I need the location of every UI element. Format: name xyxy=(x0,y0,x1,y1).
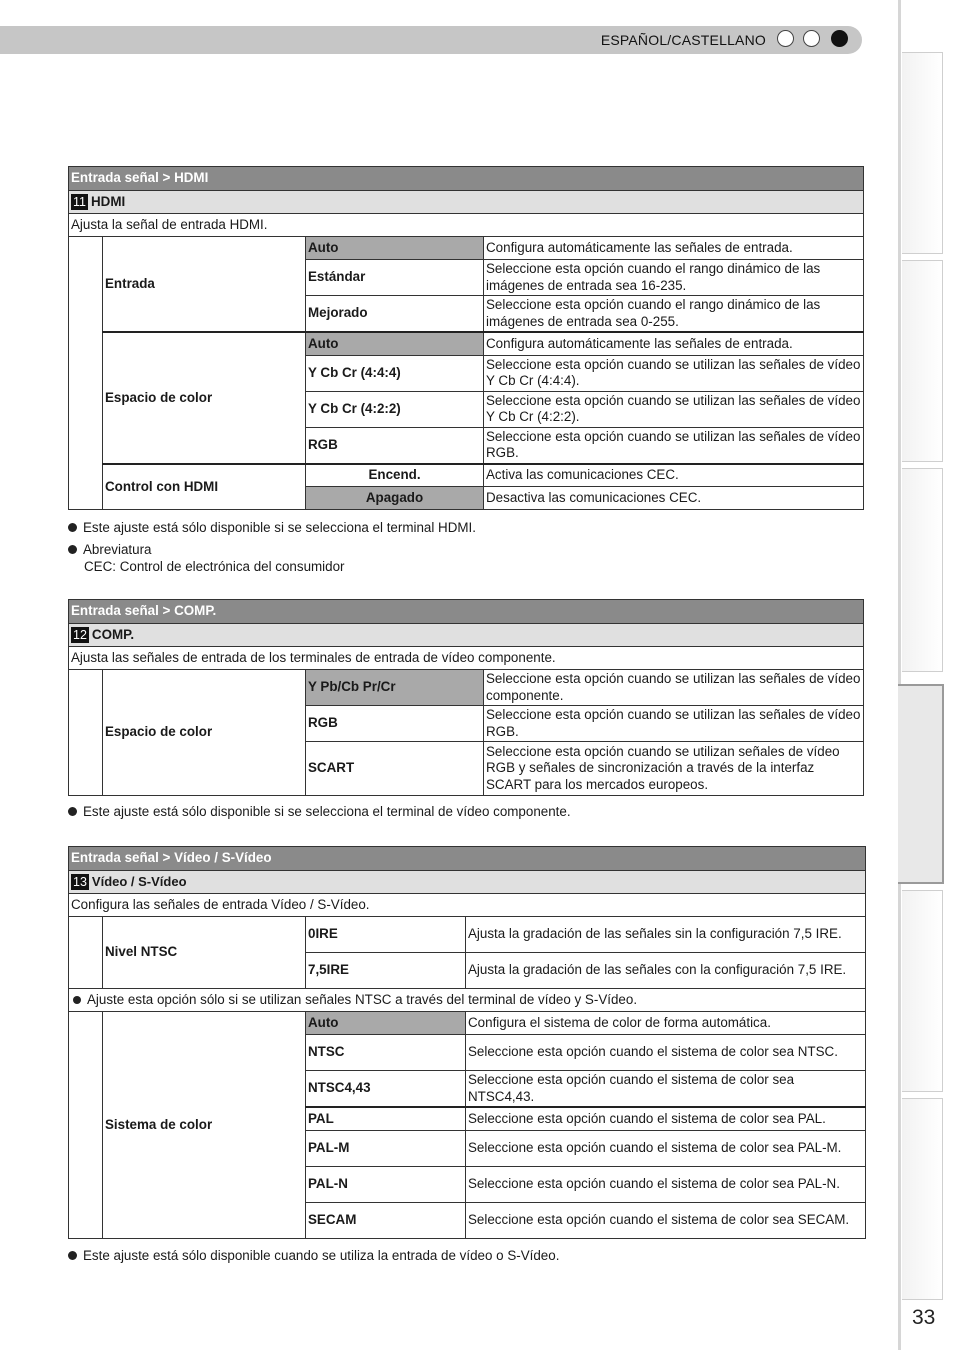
option-name: Y Cb Cr (4:2:2) xyxy=(306,391,484,427)
video-subtitle-label: Vídeo / S-Vídeo xyxy=(91,873,187,889)
comp-subtitle-label: COMP. xyxy=(91,626,135,642)
option-desc: Seleccione esta opción cuando el sistema de color sea PAL-N. xyxy=(466,1166,866,1202)
option-name: Encend. xyxy=(306,464,484,487)
video-table xyxy=(68,846,866,1239)
bullet-icon xyxy=(68,1251,77,1260)
comp-section xyxy=(68,599,864,796)
bullet-icon xyxy=(73,996,81,1004)
language-indicator-empty-icon xyxy=(777,30,794,47)
side-tab-2[interactable] xyxy=(902,260,943,462)
item-number-badge: 13 xyxy=(73,874,87,889)
item-number-badge: 11 xyxy=(73,194,86,209)
hdmi-description: Ajusta la señal de entrada HDMI. xyxy=(69,214,864,237)
video-section-title: Entrada señal > Vídeo / S-Vídeo xyxy=(69,847,866,871)
option-name: 0IRE xyxy=(306,917,466,953)
indent-cell xyxy=(69,237,103,510)
page-number: 33 xyxy=(912,1306,936,1329)
side-tab-strip xyxy=(898,0,954,1350)
hdmi-section-title: Entrada señal > HDMI xyxy=(69,167,864,191)
side-tab-3[interactable] xyxy=(902,468,943,672)
hdmi-note-1 xyxy=(68,520,476,537)
option-name: RGB xyxy=(306,706,484,742)
espacio-label: Espacio de color xyxy=(103,332,306,464)
option-name-selected: Auto xyxy=(306,1012,466,1035)
option-desc: Seleccione esta opción cuando se utilizan las señales de vídeo RGB. xyxy=(484,427,864,464)
option-desc: Seleccione esta opción cuando el rango dinámico de las imágenes de entrada sea 16-235. xyxy=(484,260,864,296)
hdmi-note-2 xyxy=(68,542,345,575)
side-tab-4-active[interactable] xyxy=(898,684,944,884)
option-name: RGB xyxy=(306,427,484,464)
option-desc: Configura automáticamente las señales de entrada. xyxy=(484,237,864,260)
comp-section-title: Entrada señal > COMP. xyxy=(69,600,864,624)
note-text: Este ajuste está sólo disponible cuando se utiliza la entrada de vídeo o S-Vídeo. xyxy=(83,1248,560,1263)
ntsc-note xyxy=(69,989,866,1012)
side-tab-5[interactable] xyxy=(902,890,943,1092)
bullet-icon xyxy=(68,807,77,816)
bullet-icon xyxy=(68,545,77,554)
option-name-selected: Y Pb/Cb Pr/Cr xyxy=(306,670,484,706)
option-desc: Seleccione esta opción cuando se utilizan las señales de vídeo Y Cb Cr (4:2:2). xyxy=(484,391,864,427)
bullet-icon xyxy=(68,523,77,532)
option-name: SECAM xyxy=(306,1202,466,1238)
option-name: Estándar xyxy=(306,260,484,296)
option-name: SCART xyxy=(306,742,484,796)
option-name: NTSC4,43 xyxy=(306,1071,466,1108)
option-name: NTSC xyxy=(306,1035,466,1071)
option-desc: Seleccione esta opción cuando se utilizan las señales de vídeo componente. xyxy=(484,670,864,706)
option-desc: Seleccione esta opción cuando el sistema de color sea NTSC. xyxy=(466,1035,866,1071)
comp-description: Ajusta las señales de entrada de los terminales de entrada de vídeo componente. xyxy=(69,647,864,670)
option-desc: Seleccione esta opción cuando el sistema de color sea SECAM. xyxy=(466,1202,866,1238)
ntsc-level-label: Nivel NTSC xyxy=(103,917,306,989)
option-desc: Seleccione esta opción cuando se utilizan las señales de vídeo Y Cb Cr (4:4:4). xyxy=(484,355,864,391)
option-name: PAL xyxy=(306,1107,466,1130)
option-name-selected: Auto xyxy=(306,332,484,355)
language-indicator-filled-icon xyxy=(831,30,848,47)
option-desc: Seleccione esta opción cuando el sistema de color sea NTSC4,43. xyxy=(466,1071,866,1108)
hdmi-subtitle-label: HDMI xyxy=(90,193,126,209)
option-name: Y Cb Cr (4:4:4) xyxy=(306,355,484,391)
option-name: 7,5IRE xyxy=(306,953,466,989)
entrada-label: Entrada xyxy=(103,237,306,333)
note-text: Ajuste esta opción sólo si se utilizan señales NTSC a través del terminal de vídeo y S-Vídeo. xyxy=(87,991,638,1007)
hdmi-subtitle xyxy=(69,191,864,214)
comp-espacio-label: Espacio de color xyxy=(103,670,306,796)
video-section xyxy=(68,846,866,1239)
hdmi-section xyxy=(68,166,864,510)
option-desc: Seleccione esta opción cuando se utilizan las señales de vídeo RGB. xyxy=(484,706,864,742)
indent-cell xyxy=(69,917,103,989)
video-description: Configura las señales de entrada Vídeo / S-Vídeo. xyxy=(69,894,866,917)
option-desc: Ajusta la gradación de las señales con la configuración 7,5 IRE. xyxy=(466,953,866,989)
option-desc: Desactiva las comunicaciones CEC. xyxy=(484,487,864,510)
hdmi-table xyxy=(68,166,864,510)
option-desc: Activa las comunicaciones CEC. xyxy=(484,464,864,487)
option-name: Mejorado xyxy=(306,296,484,333)
comp-subtitle xyxy=(69,624,864,647)
option-desc: Seleccione esta opción cuando el rango dinámico de las imágenes de entrada sea 0-255. xyxy=(484,296,864,333)
side-tab-1[interactable] xyxy=(902,52,943,254)
option-name: PAL-N xyxy=(306,1166,466,1202)
option-desc: Seleccione esta opción cuando se utilizan señales de vídeo RGB y señales de sincronización a través de la interfaz SCART para los mercados europeos. xyxy=(484,742,864,796)
note-text: Este ajuste está sólo disponible si se selecciona el terminal de vídeo componente. xyxy=(83,804,571,819)
note-cec: CEC: Control de electrónica del consumidor xyxy=(84,558,345,574)
note-text: Abreviatura xyxy=(83,542,152,557)
color-system-label: Sistema de color xyxy=(103,1012,306,1239)
video-subtitle xyxy=(69,871,866,894)
language-label: ESPAÑOL/CASTELLANO xyxy=(600,32,766,48)
option-name-selected: Apagado xyxy=(306,487,484,510)
option-desc: Configura el sistema de color de forma automática. xyxy=(466,1012,866,1035)
option-desc: Configura automáticamente las señales de entrada. xyxy=(484,332,864,355)
comp-note xyxy=(68,804,571,821)
header-bar xyxy=(0,26,862,54)
comp-table xyxy=(68,599,864,796)
indent-cell xyxy=(69,1012,103,1239)
side-tab-6[interactable] xyxy=(902,1098,943,1300)
item-number-badge: 12 xyxy=(73,627,87,642)
note-text: Este ajuste está sólo disponible si se selecciona el terminal HDMI. xyxy=(83,520,476,535)
language-indicator-empty-icon xyxy=(803,30,820,47)
option-name-selected: Auto xyxy=(306,237,484,260)
option-desc: Seleccione esta opción cuando el sistema de color sea PAL-M. xyxy=(466,1130,866,1166)
option-desc: Seleccione esta opción cuando el sistema de color sea PAL. xyxy=(466,1107,866,1130)
control-hdmi-label: Control con HDMI xyxy=(103,464,306,510)
option-name: PAL-M xyxy=(306,1130,466,1166)
indent-cell xyxy=(69,670,103,796)
side-divider xyxy=(898,0,901,1350)
video-note xyxy=(68,1248,559,1265)
option-desc: Ajusta la gradación de las señales sin la configuración 7,5 IRE. xyxy=(466,917,866,953)
